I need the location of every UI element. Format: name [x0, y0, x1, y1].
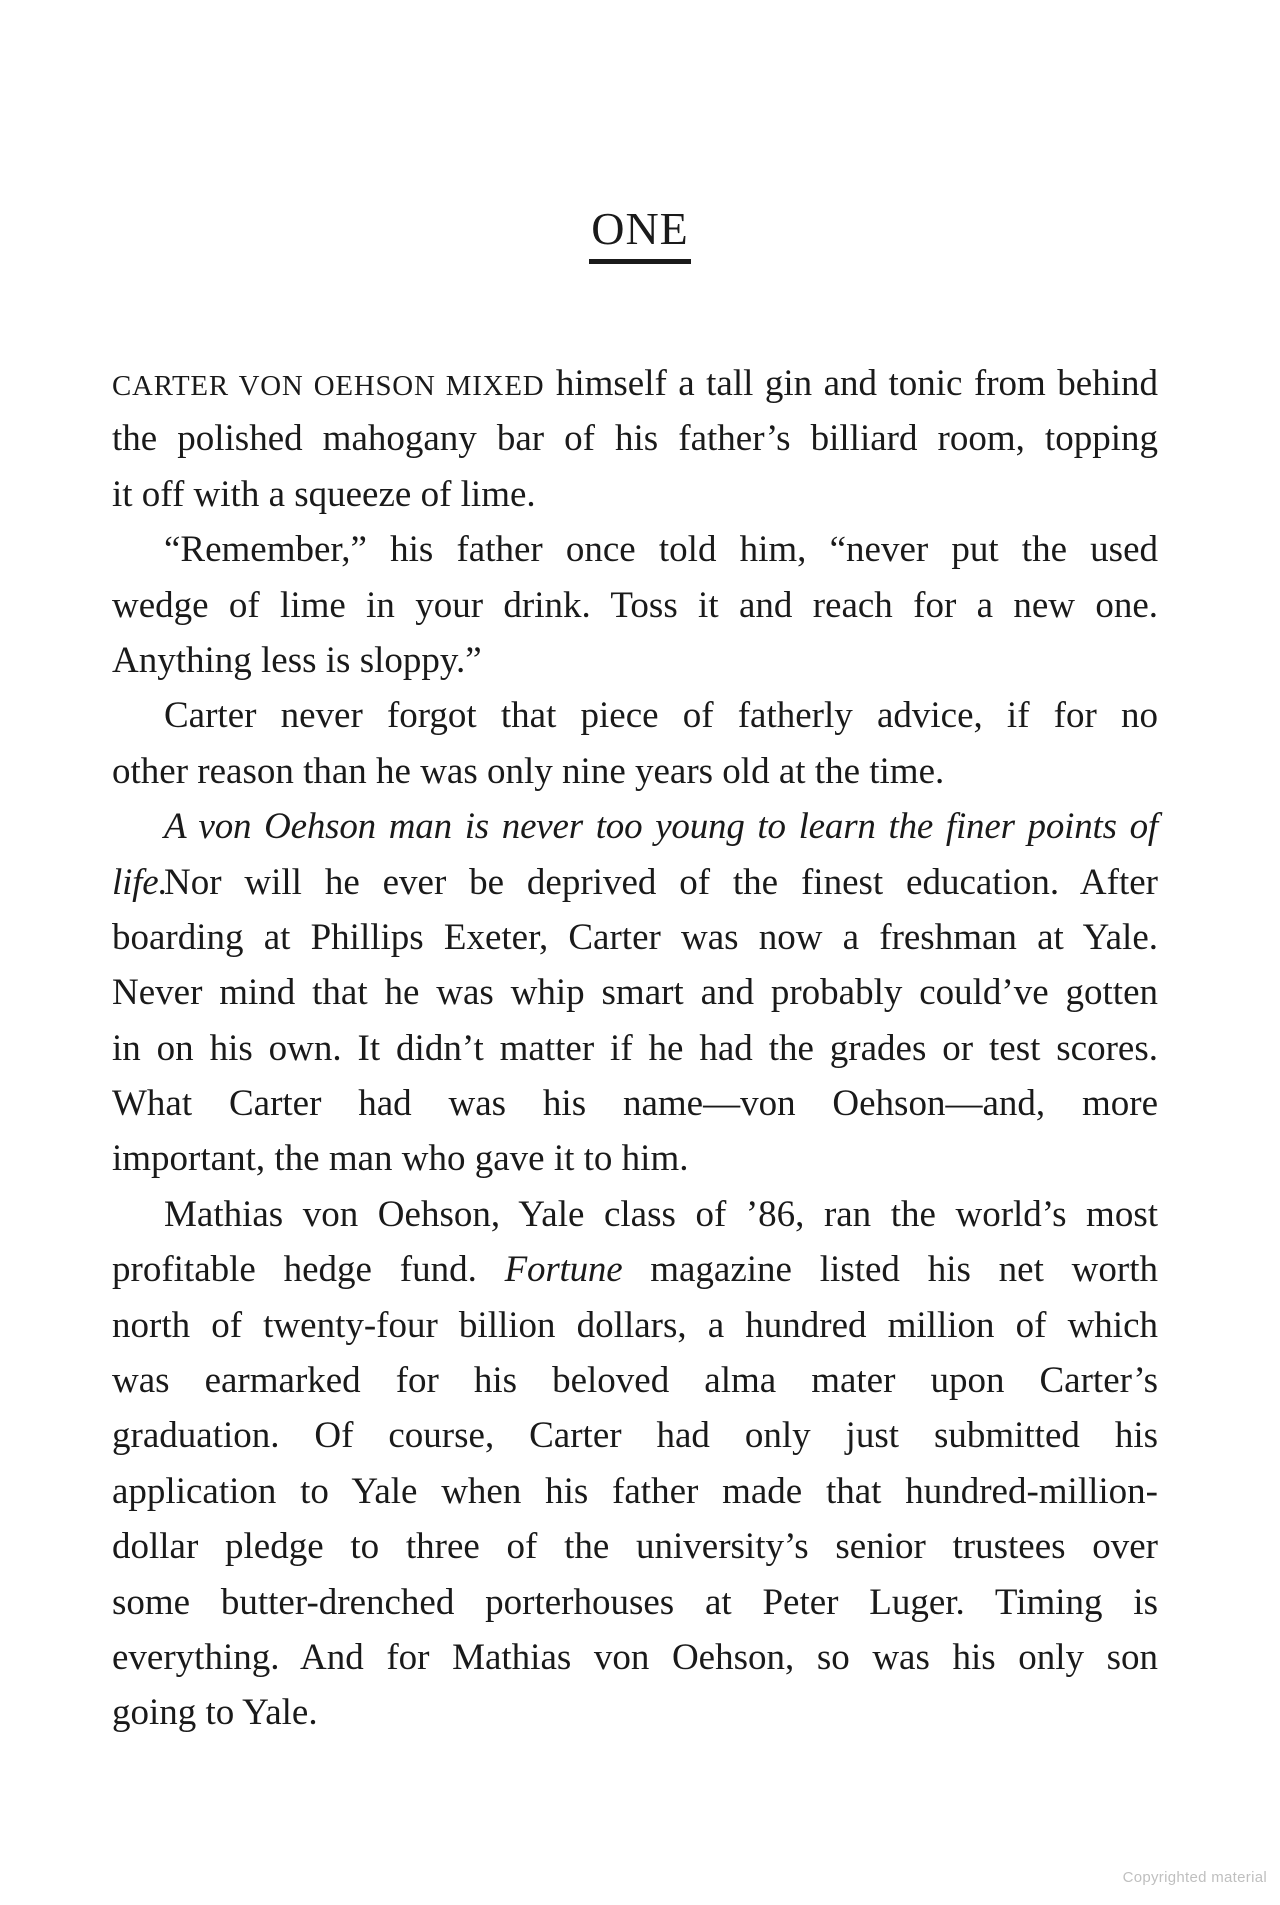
text-run-normal: Nor will he ever be deprived of the finest education. After: [164, 861, 1158, 903]
text-line: [112, 1021, 1158, 1076]
text-run-normal: Carter never forgot that piece of fatherly advice, if for no: [164, 695, 1158, 737]
paragraph: [112, 1187, 1158, 1741]
text-line: [112, 1242, 1158, 1297]
text-line: [112, 1408, 1158, 1463]
text-run-normal: What Carter had was his name—von Oehson—and, more: [112, 1083, 1158, 1125]
paragraph: [112, 855, 1158, 1187]
text-line: [112, 411, 1158, 466]
text-run-normal: boarding at Phillips Exeter, Carter was now a freshman at Yale.: [112, 916, 1158, 958]
text-run-normal: wedge of lime in your drink. Toss it and reach for a new one.: [112, 584, 1158, 626]
text-run-normal: magazine listed his net worth: [622, 1249, 1158, 1291]
text-line: [112, 1685, 1158, 1740]
text-run-normal: “Remember,” his father once told him, “never put the used: [164, 529, 1158, 571]
text-line: [112, 578, 1158, 633]
chapter-heading: ONE: [589, 204, 691, 264]
text-line: [112, 1298, 1158, 1353]
text-run-normal: north of twenty-four billion dollars, a hundred million of which: [112, 1304, 1158, 1346]
text-run-normal: Never mind that he was whip smart and probably could’ve gotten: [112, 972, 1158, 1014]
text-line: [112, 1464, 1158, 1519]
text-line: [112, 1076, 1158, 1131]
text-line: [112, 910, 1158, 965]
text-line: [112, 1519, 1158, 1574]
copyright-watermark: Copyrighted material: [1122, 1869, 1267, 1886]
text-run-normal: Mathias von Oehson, Yale class of ’86, ran the world’s most: [164, 1193, 1158, 1235]
text-line: [112, 633, 1158, 688]
text-line: [112, 965, 1158, 1020]
text-run-smallcaps: CARTER VON OEHSON MIXED: [112, 370, 545, 402]
text-run-normal: everything. And for Mathias von Oehson, so was his only son: [112, 1636, 1158, 1678]
text-run-normal: was earmarked for his beloved alma mater upon Carter’s: [112, 1360, 1158, 1402]
text-run-normal: application to Yale when his father made that hundred-million-: [112, 1470, 1158, 1512]
text-line: [112, 1630, 1158, 1685]
paragraph: [112, 522, 1158, 688]
chapter-heading-wrap: [0, 204, 1280, 264]
text-line: [112, 467, 1158, 522]
text-run-normal: Anything less is sloppy.”: [112, 639, 482, 681]
text-run-normal: the polished mahogany bar of his father’s billiard room, topping: [112, 418, 1158, 460]
text-run-normal: in on his own. It didn’t matter if he had the grades or test scores.: [112, 1027, 1158, 1069]
body-text: [112, 356, 1158, 1741]
text-run-italic: A von Oehson man is never too young to learn the finer points of life.: [112, 806, 1158, 903]
text-line: [112, 688, 1158, 743]
text-run-normal: graduation. Of course, Carter had only just submitted his: [112, 1415, 1158, 1457]
text-run-normal: himself a tall gin and tonic from behind: [544, 363, 1158, 404]
text-run-normal: profitable hedge fund.: [112, 1249, 505, 1291]
text-run-normal: important, the man who gave it to him.: [112, 1138, 689, 1180]
text-run-italic: Fortune: [504, 1249, 623, 1291]
text-line: [112, 744, 1158, 799]
text-line: [112, 855, 1158, 910]
text-run-normal: some butter-drenched porterhouses at Peter Luger. Timing is: [112, 1581, 1158, 1623]
text-line: [112, 1187, 1158, 1242]
text-run-normal: going to Yale.: [112, 1692, 318, 1734]
text-line: [112, 1575, 1158, 1630]
text-line: [112, 522, 1158, 577]
text-run-normal: dollar pledge to three of the university’s senior trustees over: [112, 1526, 1158, 1568]
text-run-normal: it off with a squeeze of lime.: [112, 473, 536, 515]
paragraph: [112, 356, 1158, 522]
text-line: [112, 1353, 1158, 1408]
text-run-normal: other reason than he was only nine years old at the time.: [112, 750, 945, 792]
text-line: [112, 1131, 1158, 1186]
text-line: [112, 356, 1158, 411]
paragraph: [112, 688, 1158, 799]
